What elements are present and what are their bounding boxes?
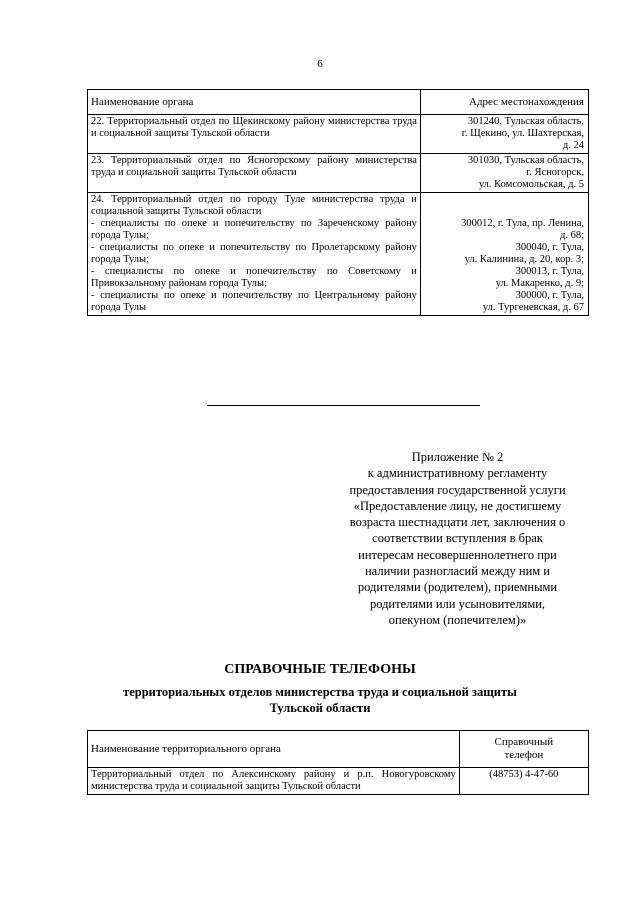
appendix-line: родителями (родителем), приемными: [357, 580, 558, 595]
table-row: [88, 193, 589, 316]
subtitle-line: Тульской области: [269, 701, 371, 715]
address-cell: [420, 115, 588, 154]
appendix-line: к административному регламенту: [367, 466, 548, 481]
appendix-line: соответствии вступления в брак: [372, 531, 543, 546]
address-line: д. 68;: [559, 230, 584, 241]
organ-cell: [88, 193, 421, 316]
appendix-line: наличии разногласий между ним и: [364, 564, 550, 579]
specialist-item: - специалисты по опеке и попечительству по Советскому и Привокзальному районам города Тулы;: [91, 266, 417, 289]
organ-cell: 23. Территориальный отдел по Ясногорскому району министерства труда и социальной защиты Тульской области: [88, 154, 421, 193]
phones-subtitle: [0, 684, 640, 716]
appendix-line: предоставления государственной услуги: [349, 482, 566, 497]
table-header-row: [88, 90, 589, 115]
organ-cell: Территориальный отдел по Алексинскому району и р.п. Новогуровскому министерства труда и социальной защиты Тульской области: [88, 768, 460, 795]
phones-table: [87, 730, 589, 795]
specialist-item: - специалисты по опеке и попечительству по Пролетарскому району города Тулы;: [91, 242, 417, 265]
appendix-line: «Предоставление лицу, не достигшему: [353, 498, 562, 513]
address-line: ул. Макаренко, д. 9;: [495, 278, 584, 289]
appendix-line: родителями или усыновителями,: [369, 596, 546, 611]
address-line: ул. Калинина, д. 20, кор. 3;: [464, 254, 584, 265]
header-phone: [459, 731, 588, 768]
appendix-line: возраста шестнадцати лет, заключения о: [349, 515, 566, 530]
appendix-line: интересам несовершеннолетнего при: [358, 547, 557, 562]
appendix-line: опекуном (попечителем)»: [388, 612, 527, 627]
address-line: 300040, г. Тула,: [515, 242, 584, 253]
separator-line: [207, 405, 480, 406]
specialist-item: - специалисты по опеке и попечительству по Центральному району города Тулы: [91, 290, 417, 313]
appendix-block: [320, 449, 595, 628]
specialist-item: - специалисты по опеке и попечительству по Зареченскому району города Тулы;: [91, 218, 417, 241]
page-number: 6: [317, 58, 323, 70]
table-row: [88, 154, 589, 193]
organ-title: 24. Территориальный отдел по городу Туле министерства труда и социальной защиты Тульской области: [91, 194, 417, 217]
address-line: 301240, Тульская область,: [467, 116, 584, 127]
header-address: Адрес местонахождения: [420, 90, 588, 115]
address-cell: [420, 154, 588, 193]
phone-cell: (48753) 4-47-60: [459, 768, 588, 795]
phones-title: СПРАВОЧНЫЕ ТЕЛЕФОНЫ: [224, 662, 416, 677]
address-line: 300013, г. Тула,: [515, 266, 584, 277]
address-line: ул. Комсомольская, д. 5: [478, 179, 584, 190]
table-row: [88, 768, 589, 795]
table-header-row: [88, 731, 589, 768]
spacer: [425, 194, 584, 218]
address-line: ул. Тургеневская, д. 67: [482, 302, 584, 313]
address-line: г. Щекино, ул. Шахтерская,: [461, 128, 584, 139]
header-organ: Наименование органа: [88, 90, 421, 115]
organs-address-table: [87, 89, 589, 316]
header-phone-line: Справочный: [494, 736, 554, 748]
address-line: 300000, г. Тула,: [515, 290, 584, 301]
organ-cell: 22. Территориальный отдел по Щекинскому району министерства труда и социальной защиты Тульской области: [88, 115, 421, 154]
table-row: [88, 115, 589, 154]
address-line: г. Ясногорск,: [526, 167, 584, 178]
address-line: 300012, г. Тула, пр. Ленина,: [461, 218, 584, 229]
header-organ: Наименование территориального органа: [88, 731, 460, 768]
address-line: 301030, Тульская область,: [467, 155, 584, 166]
address-cell: [420, 193, 588, 316]
header-phone-line: телефон: [504, 749, 544, 761]
subtitle-line: территориальных отделов министерства труда и социальной защиты: [123, 685, 517, 699]
appendix-line: Приложение № 2: [411, 450, 504, 464]
address-line: д. 24: [562, 140, 584, 151]
